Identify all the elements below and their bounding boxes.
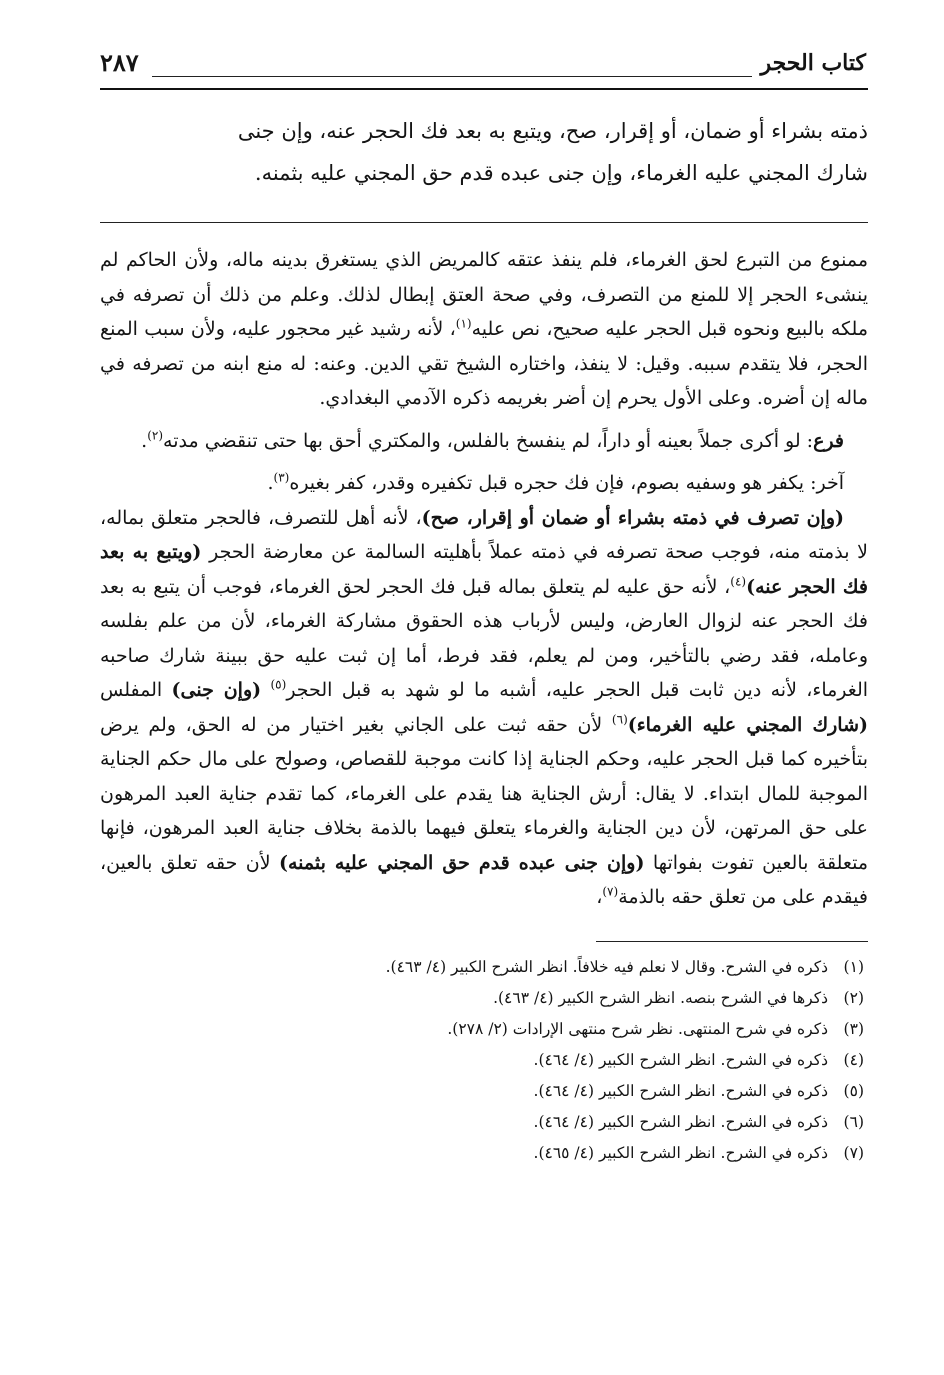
footnote-ref: (٢) [147,428,164,443]
chapter-title: كتاب الحجر [760,50,866,76]
book-page [100,40,868,1169]
footnote [100,1107,868,1138]
footnote-text: ذكرها في الشرح بنصه. انظر الشرح الكبير (٤/ ٤٦٣). [493,988,828,1007]
footnote-number: (٣) [843,1019,864,1038]
matn-line: ذمته بشراء أو ضمان، أو إقرار، صح، ويتبع به بعد فك الحجر عنه، وإن جنى [237,119,868,143]
header-dash-line [152,76,752,77]
footnote-text: ذكره في شرح المنتهى. نظر شرح منتهى الإرادات (٢/ ٢٧٨). [447,1019,828,1038]
footnote [100,952,868,983]
footnote-ref: (٥) [270,677,287,692]
footnote-number: (٢) [843,988,864,1007]
footnote [100,1045,868,1076]
commentary-text [100,243,868,915]
footnote-number: (٤) [843,1050,864,1069]
page-number: ٢٨٧ [100,48,139,77]
footnote-number: (٦) [843,1112,864,1131]
matn-quote: (وإن جنى) [171,679,262,701]
footnote-number: (٧) [843,1143,864,1162]
footnote [100,1076,868,1107]
footnote-text: ذكره في الشرح. انظر الشرح الكبير (٤/ ٤٦٤). [533,1050,828,1069]
footnote-ref: (١) [455,316,472,331]
matn-quote: (شارك المجني عليه الغرماء) [627,713,868,736]
footnote [100,1138,868,1169]
footnote-ref: (٣) [273,470,290,485]
footnote-ref: (٤) [730,574,747,589]
matn-line: شارك المجني عليه الغرماء، وإن جنى عبده قدم حق المجني عليه بثمنه. [254,161,868,185]
footnote [100,983,868,1014]
matn-quote: (وإن تصرف في ذمته بشراء أو ضمان أو إقرار، صح) [421,506,844,529]
footnote-text: ذكره في الشرح. انظر الشرح الكبير (٤/ ٤٦٤). [533,1112,828,1131]
footnote-number: (٥) [843,1081,864,1100]
commentary-paragraph: آخر: يكفر هو وسفيه بصوم، فإن فك حجره قبل تكفيره وقدر، كفر بغيره$^{(٣)}$. [267,470,844,494]
far-label: فرع [813,429,844,452]
footnote-ref: (٦) [611,712,628,727]
matn-sharh-separator [100,222,868,223]
header-rule [100,88,868,90]
matn-text [100,110,868,194]
footnote-text: ذكره في الشرح. انظر الشرح الكبير (٤/ ٤٦٥). [533,1143,828,1162]
matn-quote: (وإن جنى عبده قدم حق المجني عليه بثمنه) [278,851,645,874]
footnote-text: ذكره في الشرح. انظر الشرح الكبير (٤/ ٤٦٤). [533,1081,828,1100]
commentary-paragraph: فرع: لو أكرى جملاً بعينه أو داراً، لم ينفسخ بالفلس، والمكتري أحق بها حتى تنقضي مدته$^{(٢)}$. [141,428,844,452]
footnote [100,1014,868,1045]
matn-quote: (ويتبع به بعد فك الحجر عنه) [100,541,869,598]
commentary-paragraph: (وإن تصرف في ذمته بشراء أو ضمان أو إقرار، صح)، لأنه أهل للتصرف، فالحجر متعلق بماله، لا بذمته منه، فوجب صحة تصرفه في ذمته عملاً بأهليته السالمة عن معارضة الحجر (ويتبع به بعد فك الحجر عنه)$^{(٤)}$، لأنه حق عليه لم يتعلق بماله قبل فك الحجر لحق الغرماء، فوجب أن يتبع به بعد فك الحجر عنه لزوال العارض، وليس لأرباب هذه الحقوق مشاركة الغرماء، لأن من علم بفلسه وعامله، فقد رضي بالتأخير، ومن لم يعلم، فقد فرط، أما إن ثبت عليه حق ببينة شارك صاحبه الغرماء، لأنه دين ثابت قبل الحجر عليه، أشبه ما لو شهد به قبل الحجر$^{(٥)}$ (وإن جنى) المفلس (شارك المجني عليه الغرماء)$^{(٦)}$ لأن حقه ثبت على الجاني بغير اختيار من له الحق، ولم يرض بتأخيره كما قبل الحجر عليه، وحكم الجناية إذا كانت موجبة للقصاص، وصولح على مال حكم الجناية الموجبة للمال ابتداء. لا يقال: أرش الجناية هنا يقدم على الغرماء، كما تقدم جناية العبد المرهون على حق المرتهن، لأن دين الجناية والغرماء يتعلق فيهما بالذمة بخلاف جناية العبد المرهون، فإنها متعلقة بالعين تفوت بفواتها (وإن جنى عبده قدم حق المجني عليه بثمنه) لأن حقه تعلق بالعين، فيقدم على من تعلق حقه بالذمة$^{(٧)}$، [100,506,869,908]
footnote-rule [596,941,868,942]
footnote-number: (١) [843,957,864,976]
commentary-paragraph: ممنوع من التبرع لحق الغرماء، فلم ينفذ عتقه كالمريض الذي يستغرق بدينه ماله، ولأن الحاكم لم ينشىء الحجر إلا للمنع من التصرف، وفي صحة العتق إبطال لذلك. وعلم من ذلك أن تصرفه في ملكه بالبيع ونحوه قبل الحجر عليه صحيح، نص عليه$^{(١)}$، لأنه رشيد غير محجور عليه، ولأن سبب المنع الحجر، فلا يتقدم سببه. وقيل: لا ينفذ، واختاره الشيخ تقي الدين. وعنه: له منع ابنه من تصرفه في ماله إن أضره. وعلى الأول يحرم إن أضر بغريمه ذكره الآدمي البغدادي. [100,249,868,409]
running-header [100,40,868,88]
footnote-text: ذكره في الشرح. وقال لا نعلم فيه خلافاً. انظر الشرح الكبير (٤/ ٤٦٣). [385,957,828,976]
footnote-ref: (٧) [602,884,619,899]
footnotes [100,952,868,1169]
